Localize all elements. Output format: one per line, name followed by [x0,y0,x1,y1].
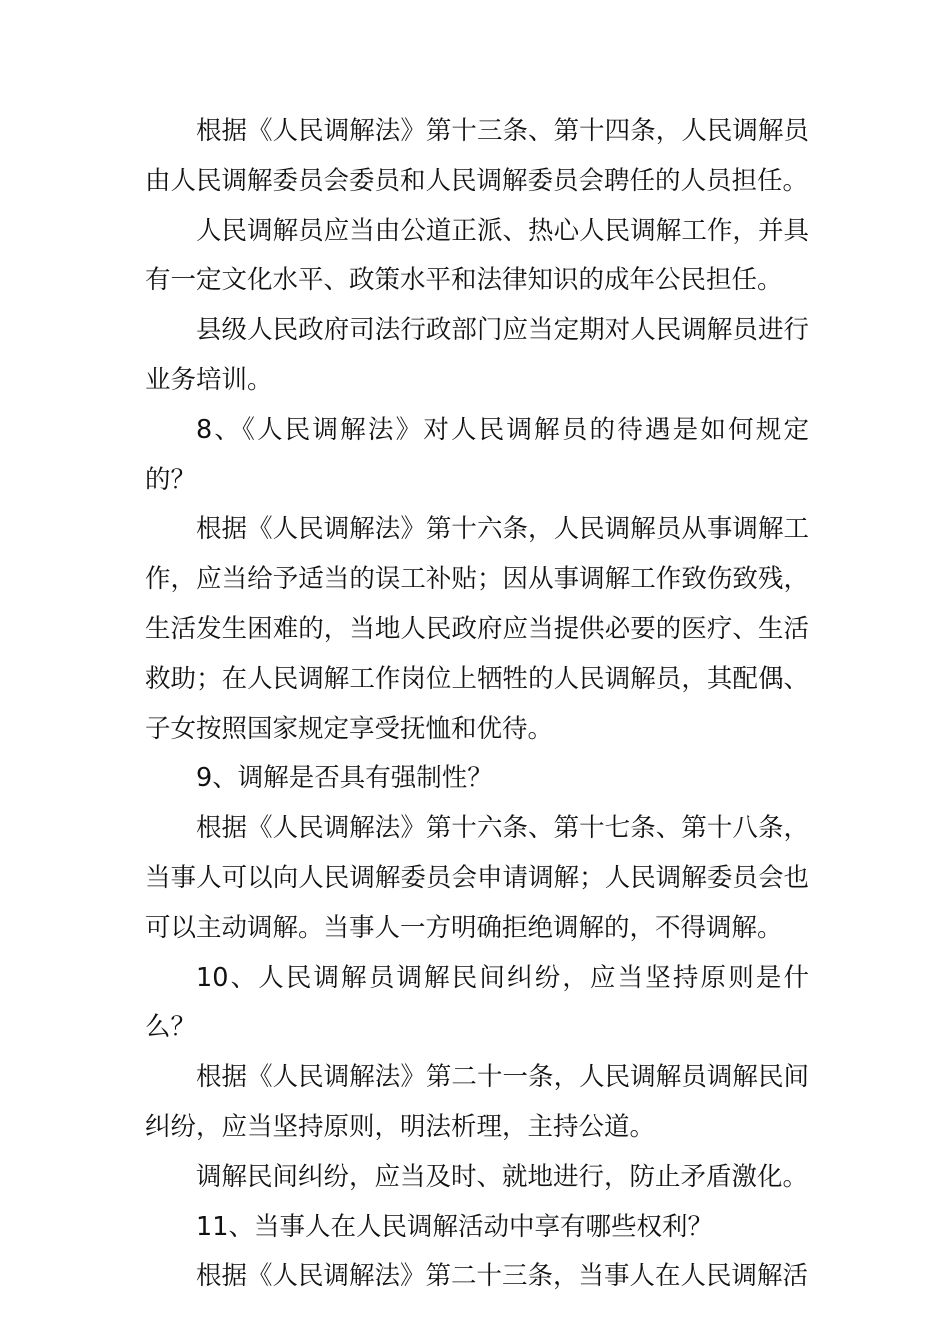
paragraph-article-16-benefits: 根据《人民调解法》第十六条，人民调解员从事调解工作，应当给予适当的误工补贴；因从事调解工作致伤致残，生活发生困难的，当地人民政府应当提供必要的医疗、生活救助；在人民调解工作岗位上牺牲的人民调解员，其配偶、子女按照国家规定享受抚恤和优待。 [145,514,809,744]
paragraph-article-16-18-voluntary: 根据《人民调解法》第十六条、第十七条、第十八条，当事人可以向人民调解委员会申请调解；人民调解委员会也可以主动调解。当事人一方明确拒绝调解的，不得调解。 [145,813,809,943]
question-9-heading: 9、调解是否具有强制性？ [196,763,493,794]
paragraph-article-21-principles: 根据《人民调解法》第二十一条，人民调解员调解民间纠纷，应当坚持原则，明法析理，主持公道。 [145,1062,809,1142]
question-11-heading: 11、当事人在人民调解活动中享有哪些权利？ [196,1211,713,1242]
document-body [145,107,809,1302]
paragraph-timely-mediation: 调解民间纠纷，应当及时、就地进行，防止矛盾激化。 [196,1161,809,1192]
paragraph-article-23-rights: 根据《人民调解法》第二十三条，当事人在人民调解活 [196,1261,809,1292]
paragraph-article-13-14: 根据《人民调解法》第十三条、第十四条，人民调解员由人民调解委员会委员和人民调解委员会聘任的人员担任。 [145,116,809,196]
paragraph-mediator-training: 县级人民政府司法行政部门应当定期对人民调解员进行业务培训。 [145,315,809,395]
question-8-heading: 8、《人民调解法》对人民调解员的待遇是如何规定的？ [145,414,809,495]
paragraph-mediator-qualifications: 人民调解员应当由公道正派、热心人民调解工作，并具有一定文化水平、政策水平和法律知识的成年公民担任。 [145,215,809,296]
question-10-heading: 10、人民调解员调解民间纠纷，应当坚持原则是什么？ [145,962,809,1043]
